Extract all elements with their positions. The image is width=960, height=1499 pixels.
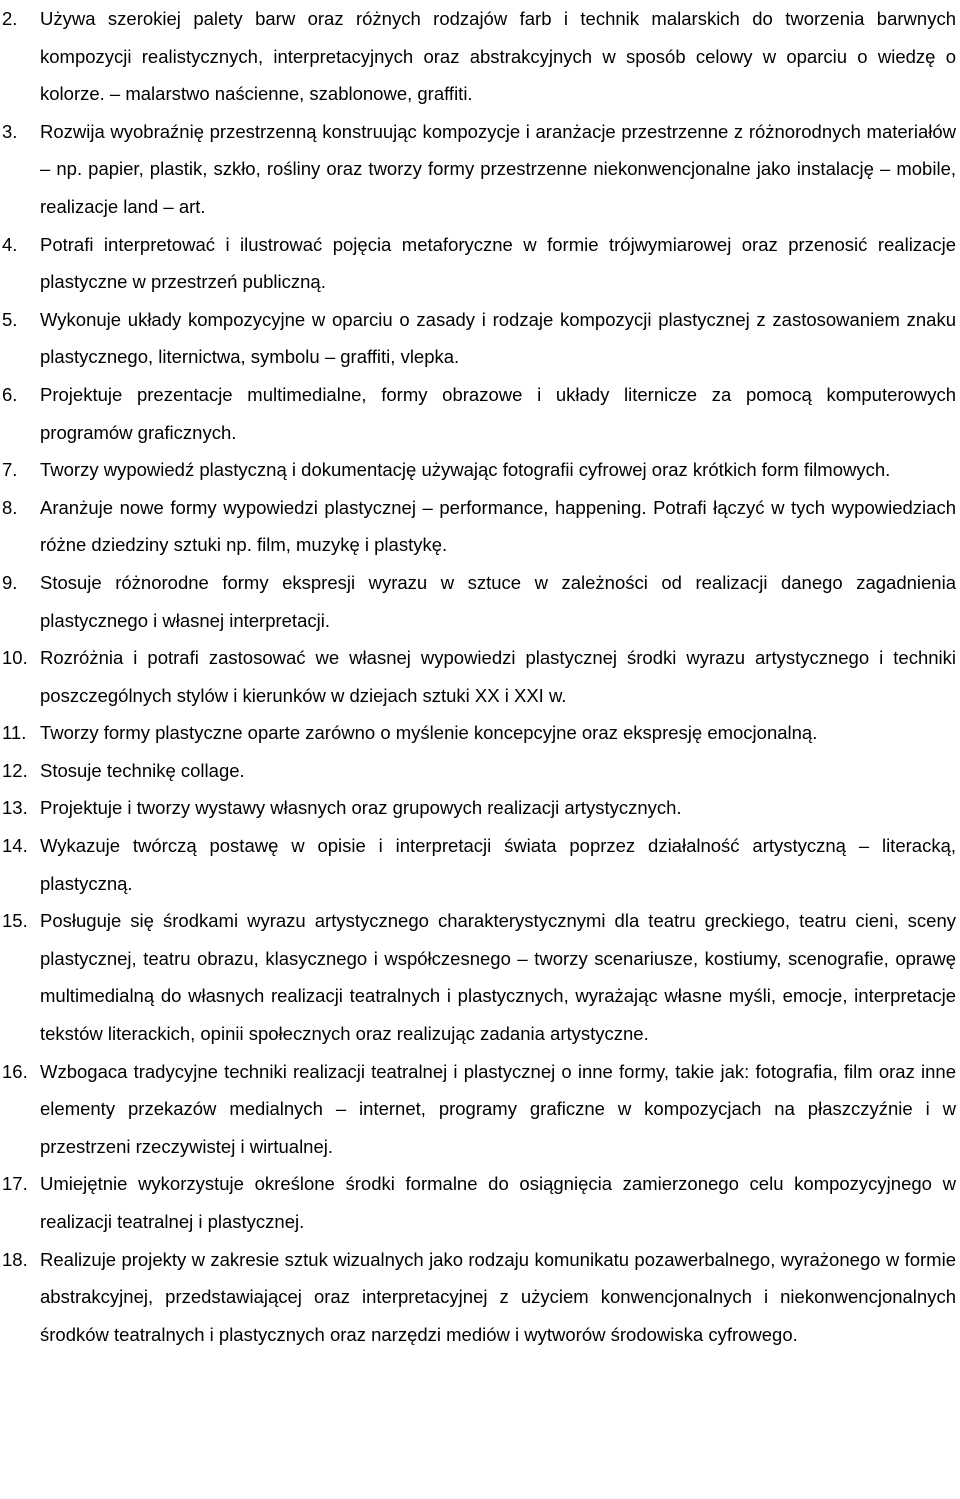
list-item [2,564,956,639]
list-item-number: 9. [2,571,18,593]
list-item-text: Potrafi interpretować i ilustrować pojęcia metaforyczne w formie trójwymiarowej oraz przenosić realizacje plastyczne w przestrzeń publiczną. [40,233,956,293]
list-item-number: 4. [2,233,18,255]
list-item-text: Używa szerokiej palety barw oraz różnych rodzajów farb i technik malarskich do tworzenia barwnych kompozycji realistycznych, interpretacyjnych oraz abstrakcyjnych w sposób celowy w oparciu o wiedzę o kolorze. – malarstwo naścienne, szablonowe, graffiti. [40,8,956,105]
list-item-number: 8. [2,496,18,518]
list-item-number: 7. [2,459,18,481]
list-item [2,902,956,1052]
list-item-text: Stosuje technikę collage. [40,759,245,781]
list-item-text: Wykazuje twórczą postawę w opisie i interpretacji świata poprzez działalność artystyczną – literacką, plastyczną. [40,835,956,894]
list-item-text: Posługuje się środkami wyrazu artystycznego charakterystycznymi dla teatru greckiego, teatru cieni, sceny plastycznej, teatru obrazu, klasycznego i współczesnego – tworzy scenariusze, kostiumy, scenografie, oprawę multimedialną do własnych realizacji teatralnych i plastycznych, wyrażając własne myśli, emocje, interpretacje tekstów literackich, opinii społecznych oraz realizując zadania artystyczne. [40,910,956,1045]
list-item-number: 13. [2,797,28,819]
list-item-text: Wykonuje układy kompozycyjne w oparciu o zasady i rodzaje kompozycji plastycznej z zastosowaniem znaku plastycznego, liternictwa, symbolu – graffiti, vlepka. [40,308,956,368]
list-item [2,0,956,113]
list-item-number: 15. [2,910,28,932]
list-item [2,1053,956,1166]
list-item [2,489,956,564]
list-item-number: 5. [2,308,18,330]
list-item [2,752,956,790]
list-item [2,714,956,752]
list-item-number: 17. [2,1173,28,1195]
list-item-text: Projektuje i tworzy wystawy własnych oraz grupowych realizacji artystycznych. [40,797,682,819]
list-item-text: Aranżuje nowe formy wypowiedzi plastycznej – performance, happening. Potrafi łączyć w tych wypowiedziach różne dziedziny sztuki np. film, muzykę i plastykę. [40,496,956,556]
list-item [2,451,956,489]
list-item-number: 2. [2,8,18,29]
list-item-text: Rozróżnia i potrafi zastosować we własnej wypowiedzi plastycznej środki wyrazu artystycznego i techniki poszczególnych stylów i kierunków w dziejach sztuki XX i XXI w. [40,647,956,706]
list-item-text: Realizuje projekty w zakresie sztuk wizualnych jako rodzaju komunikatu pozawerbalnego, wyrażonego w formie abstrakcyjnej, przedstawiającej oraz interpretacyjnej z użyciem konwencjonalnych i niekonwencjonalnych środków teatralnych i plastycznych oraz narzędzi mediów i wytworów środowiska cyfrowego. [40,1248,956,1345]
learning-outcomes-list [2,0,956,1353]
list-item [2,301,956,376]
list-item [2,1165,956,1240]
list-item-text: Tworzy wypowiedź plastyczną i dokumentację używając fotografii cyfrowej oraz krótkich form filmowych. [40,459,891,481]
list-item-number: 3. [2,120,18,142]
list-item-text: Projektuje prezentacje multimedialne, formy obrazowe i układy liternicze za pomocą komputerowych programów graficznych. [40,383,956,443]
list-item-number: 11. [2,722,27,744]
list-item [2,789,956,827]
list-item-number: 16. [2,1060,28,1082]
list-item-text: Stosuje różnorodne formy ekspresji wyrazu w sztuce w zależności od realizacji danego zagadnienia plastycznego i własnej interpretacji. [40,571,956,631]
list-item [2,827,956,902]
list-item [2,226,956,301]
list-item-text: Umiejętnie wykorzystuje określone środki formalne do osiągnięcia zamierzonego celu kompozycyjnego w realizacji teatralnej i plastycznej. [40,1173,956,1232]
list-item-text: Wzbogaca tradycyjne techniki realizacji teatralnej i plastycznej o inne formy, takie jak: fotografia, film oraz inne elementy przekazów medialnych – internet, programy graficzne w kompozycjach na płaszczyźnie i w przestrzeni rzeczywistej i wirtualnej. [40,1060,956,1157]
list-item [2,639,956,714]
list-item-number: 18. [2,1248,28,1270]
list-item [2,376,956,451]
list-item-number: 12. [2,759,28,781]
list-item-text: Rozwija wyobraźnię przestrzenną konstruując kompozycje i aranżacje przestrzenne z różnorodnych materiałów – np. papier, plastik, szkło, rośliny oraz tworzy formy przestrzenne niekonwencjonalne jako instalację – mobile, realizacje land – art. [40,120,956,217]
list-item [2,113,956,226]
list-item-number: 10. [2,647,28,669]
list-item-number: 14. [2,835,28,857]
list-item [2,1241,956,1354]
list-item-number: 6. [2,383,18,405]
list-item-text: Tworzy formy plastyczne oparte zarówno o myślenie koncepcyjne oraz ekspresję emocjonalną. [40,722,818,744]
